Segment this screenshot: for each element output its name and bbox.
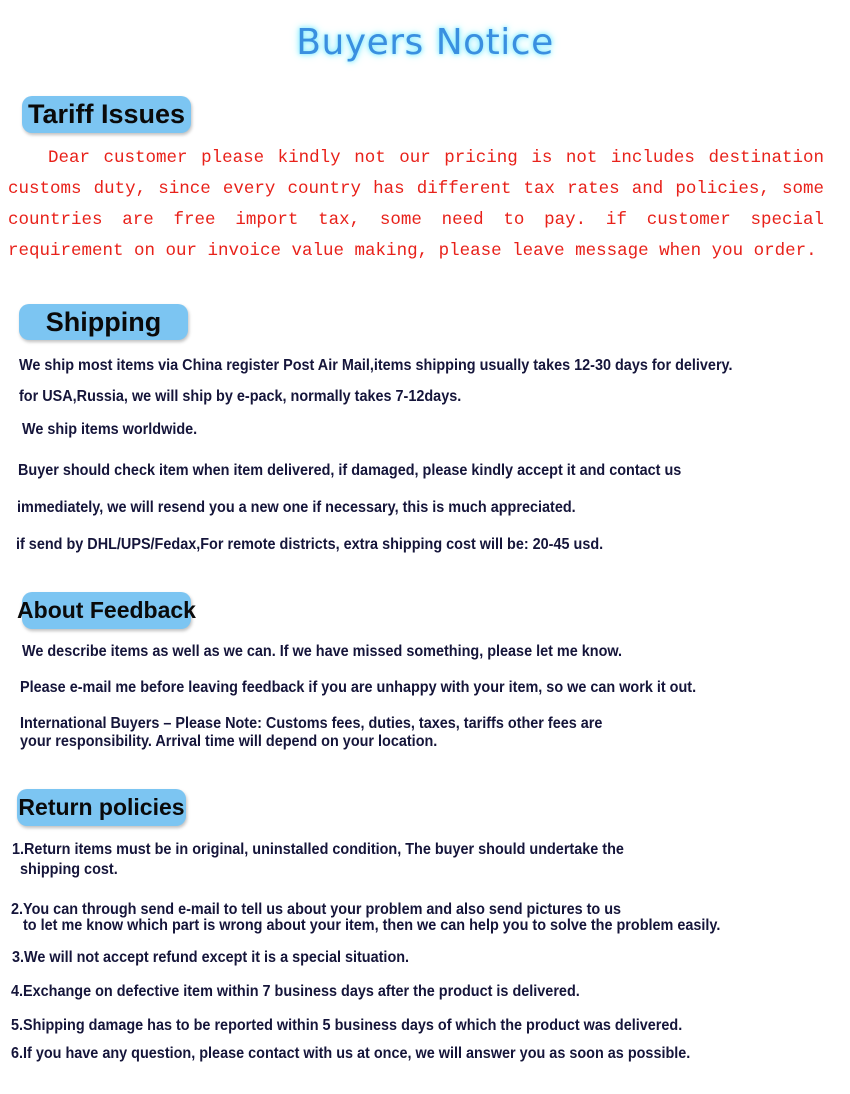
return-policy-line: to let me know which part is wrong about your item, then we can help you to solve the problem easily. [23,917,721,934]
return-policy-line: 2.You can through send e-mail to tell us about your problem and also send pictures to us [11,901,622,918]
page-title: Buyers Notice [296,22,554,63]
feedback-line: your responsibility. Arrival time will depend on your location. [20,733,438,750]
return-policies-heading [17,789,186,826]
feedback-line: Please e-mail me before leaving feedback if you are unhappy with your item, so we can work it out. [20,679,697,696]
shipping-heading-label: Shipping [45,306,162,337]
about-feedback-heading [17,592,196,629]
return-policy-line: shipping cost. [20,861,118,878]
return-policy-line: 5.Shipping damage has to be reported within 5 business days of which the product was delivered. [11,1017,683,1034]
shipping-line: immediately, we will resend you a new one if necessary, this is much appreciated. [17,499,576,516]
feedback-line: International Buyers – Please Note: Customs fees, duties, taxes, tariffs other fees are [20,715,603,732]
return-policy-line: 3.We will not accept refund except it is a special situation. [12,949,410,966]
return-policy-line: 6.If you have any question, please contact with us at once, we will answer you as soon as possible. [11,1045,691,1062]
tariff-issues-heading [22,96,191,133]
shipping-heading [19,304,188,340]
tariff-issues-heading-label: Tariff Issues [27,99,186,129]
shipping-line: for USA,Russia, we will ship by e-pack, normally takes 7-12days. [19,388,462,405]
about-feedback-heading-label: About Feedback [17,597,196,623]
shipping-line: We ship items worldwide. [22,421,198,438]
feedback-line: We describe items as well as we can. If we have missed something, please let me know. [22,643,623,660]
return-policy-line: 4.Exchange on defective item within 7 business days after the product is delivered. [11,983,580,1000]
shipping-line: We ship most items via China register Post Air Mail,items shipping usually takes 12-30 days for delivery. [19,357,733,374]
return-policy-line: 1.Return items must be in original, uninstalled condition, The buyer should undertake the [12,841,624,858]
return-policies-heading-label: Return policies [18,794,185,820]
shipping-line: Buyer should check item when item delivered, if damaged, please kindly accept it and contact us [18,462,682,479]
shipping-line: if send by DHL/UPS/Fedax,For remote districts, extra shipping cost will be: 20-45 usd. [16,536,604,553]
tariff-notice-text: Dear customer please kindly not our pricing is not includes destination customs duty, since every country has different tax rates and policies, some countries are free import tax, some need to pay. if customer special requirement on our invoice value making, please leave message when you order. [8,148,824,261]
